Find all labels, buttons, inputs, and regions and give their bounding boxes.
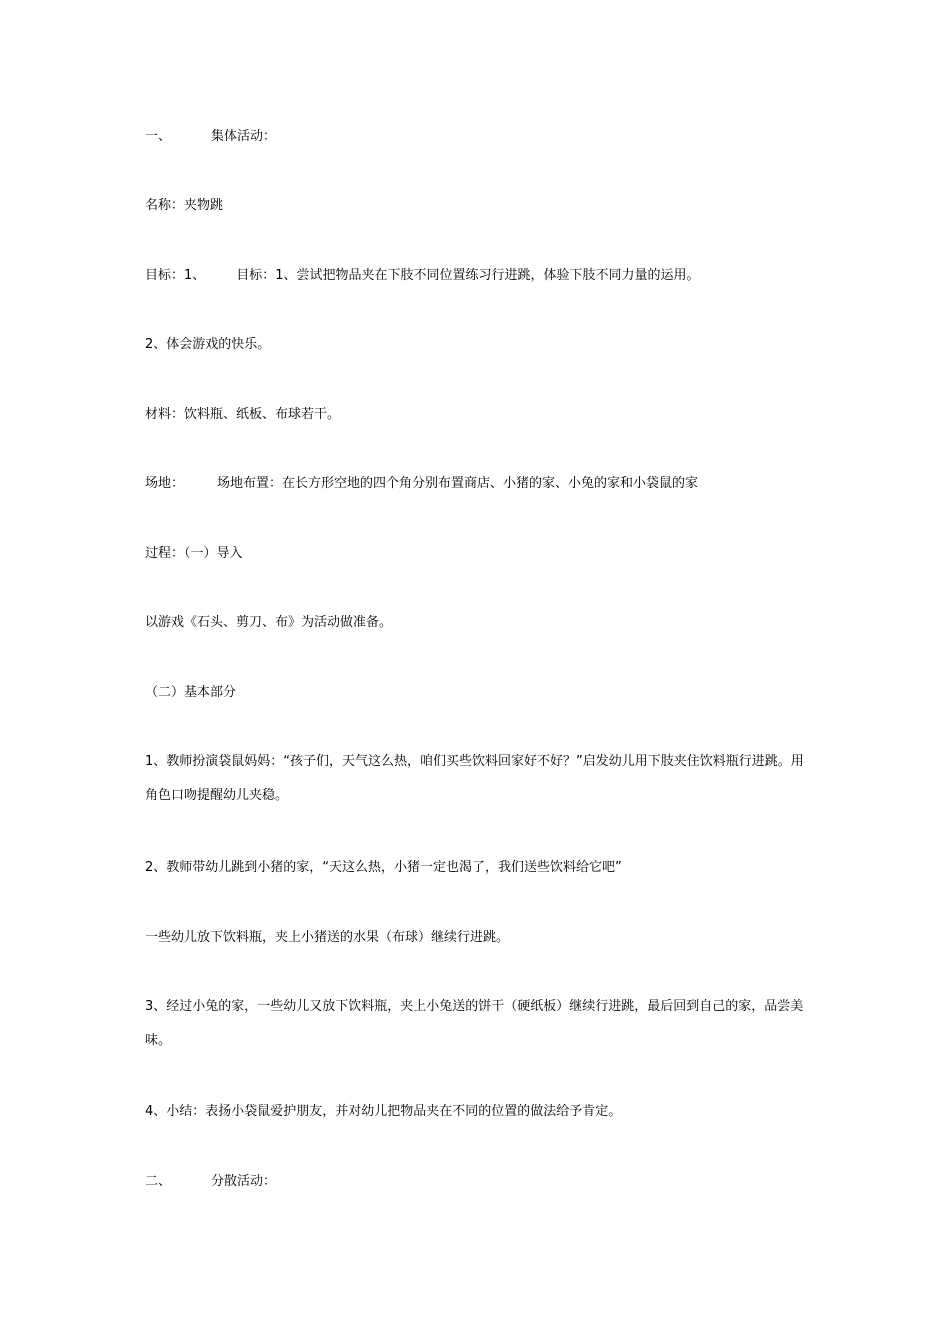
goal-line xyxy=(145,267,700,285)
section-2-number: 二、 xyxy=(145,1174,172,1189)
section-1-heading xyxy=(145,128,276,146)
goal-label: 目标：1、 xyxy=(145,268,206,283)
step-4: 4、小结：表扬小袋鼠爱护朋友，并对幼儿把物品夹在不同的位置的做法给予肯定。 xyxy=(145,1104,622,1119)
intro-text: 以游戏《石头、剪刀、布》为活动做准备。 xyxy=(145,615,393,630)
step-2: 2、教师带幼儿跳到小猪的家，“天这么热，小猪一定也渴了，我们送些饮料给它吧” xyxy=(145,860,622,875)
activity-name: 名称：夹物跳 xyxy=(145,198,224,213)
section-1-number: 一、 xyxy=(145,129,172,144)
goal-text: 目标：1、尝试把物品夹在下肢不同位置练习行进跳，体验下肢不同力量的运用。 xyxy=(236,268,700,283)
goal-2: 2、体会游戏的快乐。 xyxy=(145,337,271,352)
step-2-continued: 一些幼儿放下饮料瓶，夹上小猪送的水果（布球）继续行进跳。 xyxy=(145,930,510,945)
step-3: 3、经过小兔的家，一些幼儿又放下饮料瓶，夹上小兔送的饼干（硬纸板）继续行进跳，最后回到自己的家，品尝美味。 xyxy=(145,999,804,1048)
section-2-title: 分散活动： xyxy=(211,1174,277,1189)
venue-text: 场地布置：在长方形空地的四个角分别布置商店、小猪的家、小兔的家和小袋鼠的家 xyxy=(217,476,699,491)
venue-label: 场地： xyxy=(145,476,185,491)
section-1-title: 集体活动： xyxy=(211,129,277,144)
process-heading: 过程：（一）导入 xyxy=(145,546,243,561)
section-2-heading xyxy=(145,1173,276,1191)
venue-line xyxy=(145,475,698,493)
step-1: 1、教师扮演袋鼠妈妈：“孩子们，天气这么热，咱们买些饮料回家好不好？”启发幼儿用下肢夹住饮料瓶行进跳。用角色口吻提醒幼儿夹稳。 xyxy=(145,754,804,803)
basic-part-heading: （二）基本部分 xyxy=(145,685,237,700)
materials-line: 材料：饮料瓶、纸板、布球若干。 xyxy=(145,407,341,422)
